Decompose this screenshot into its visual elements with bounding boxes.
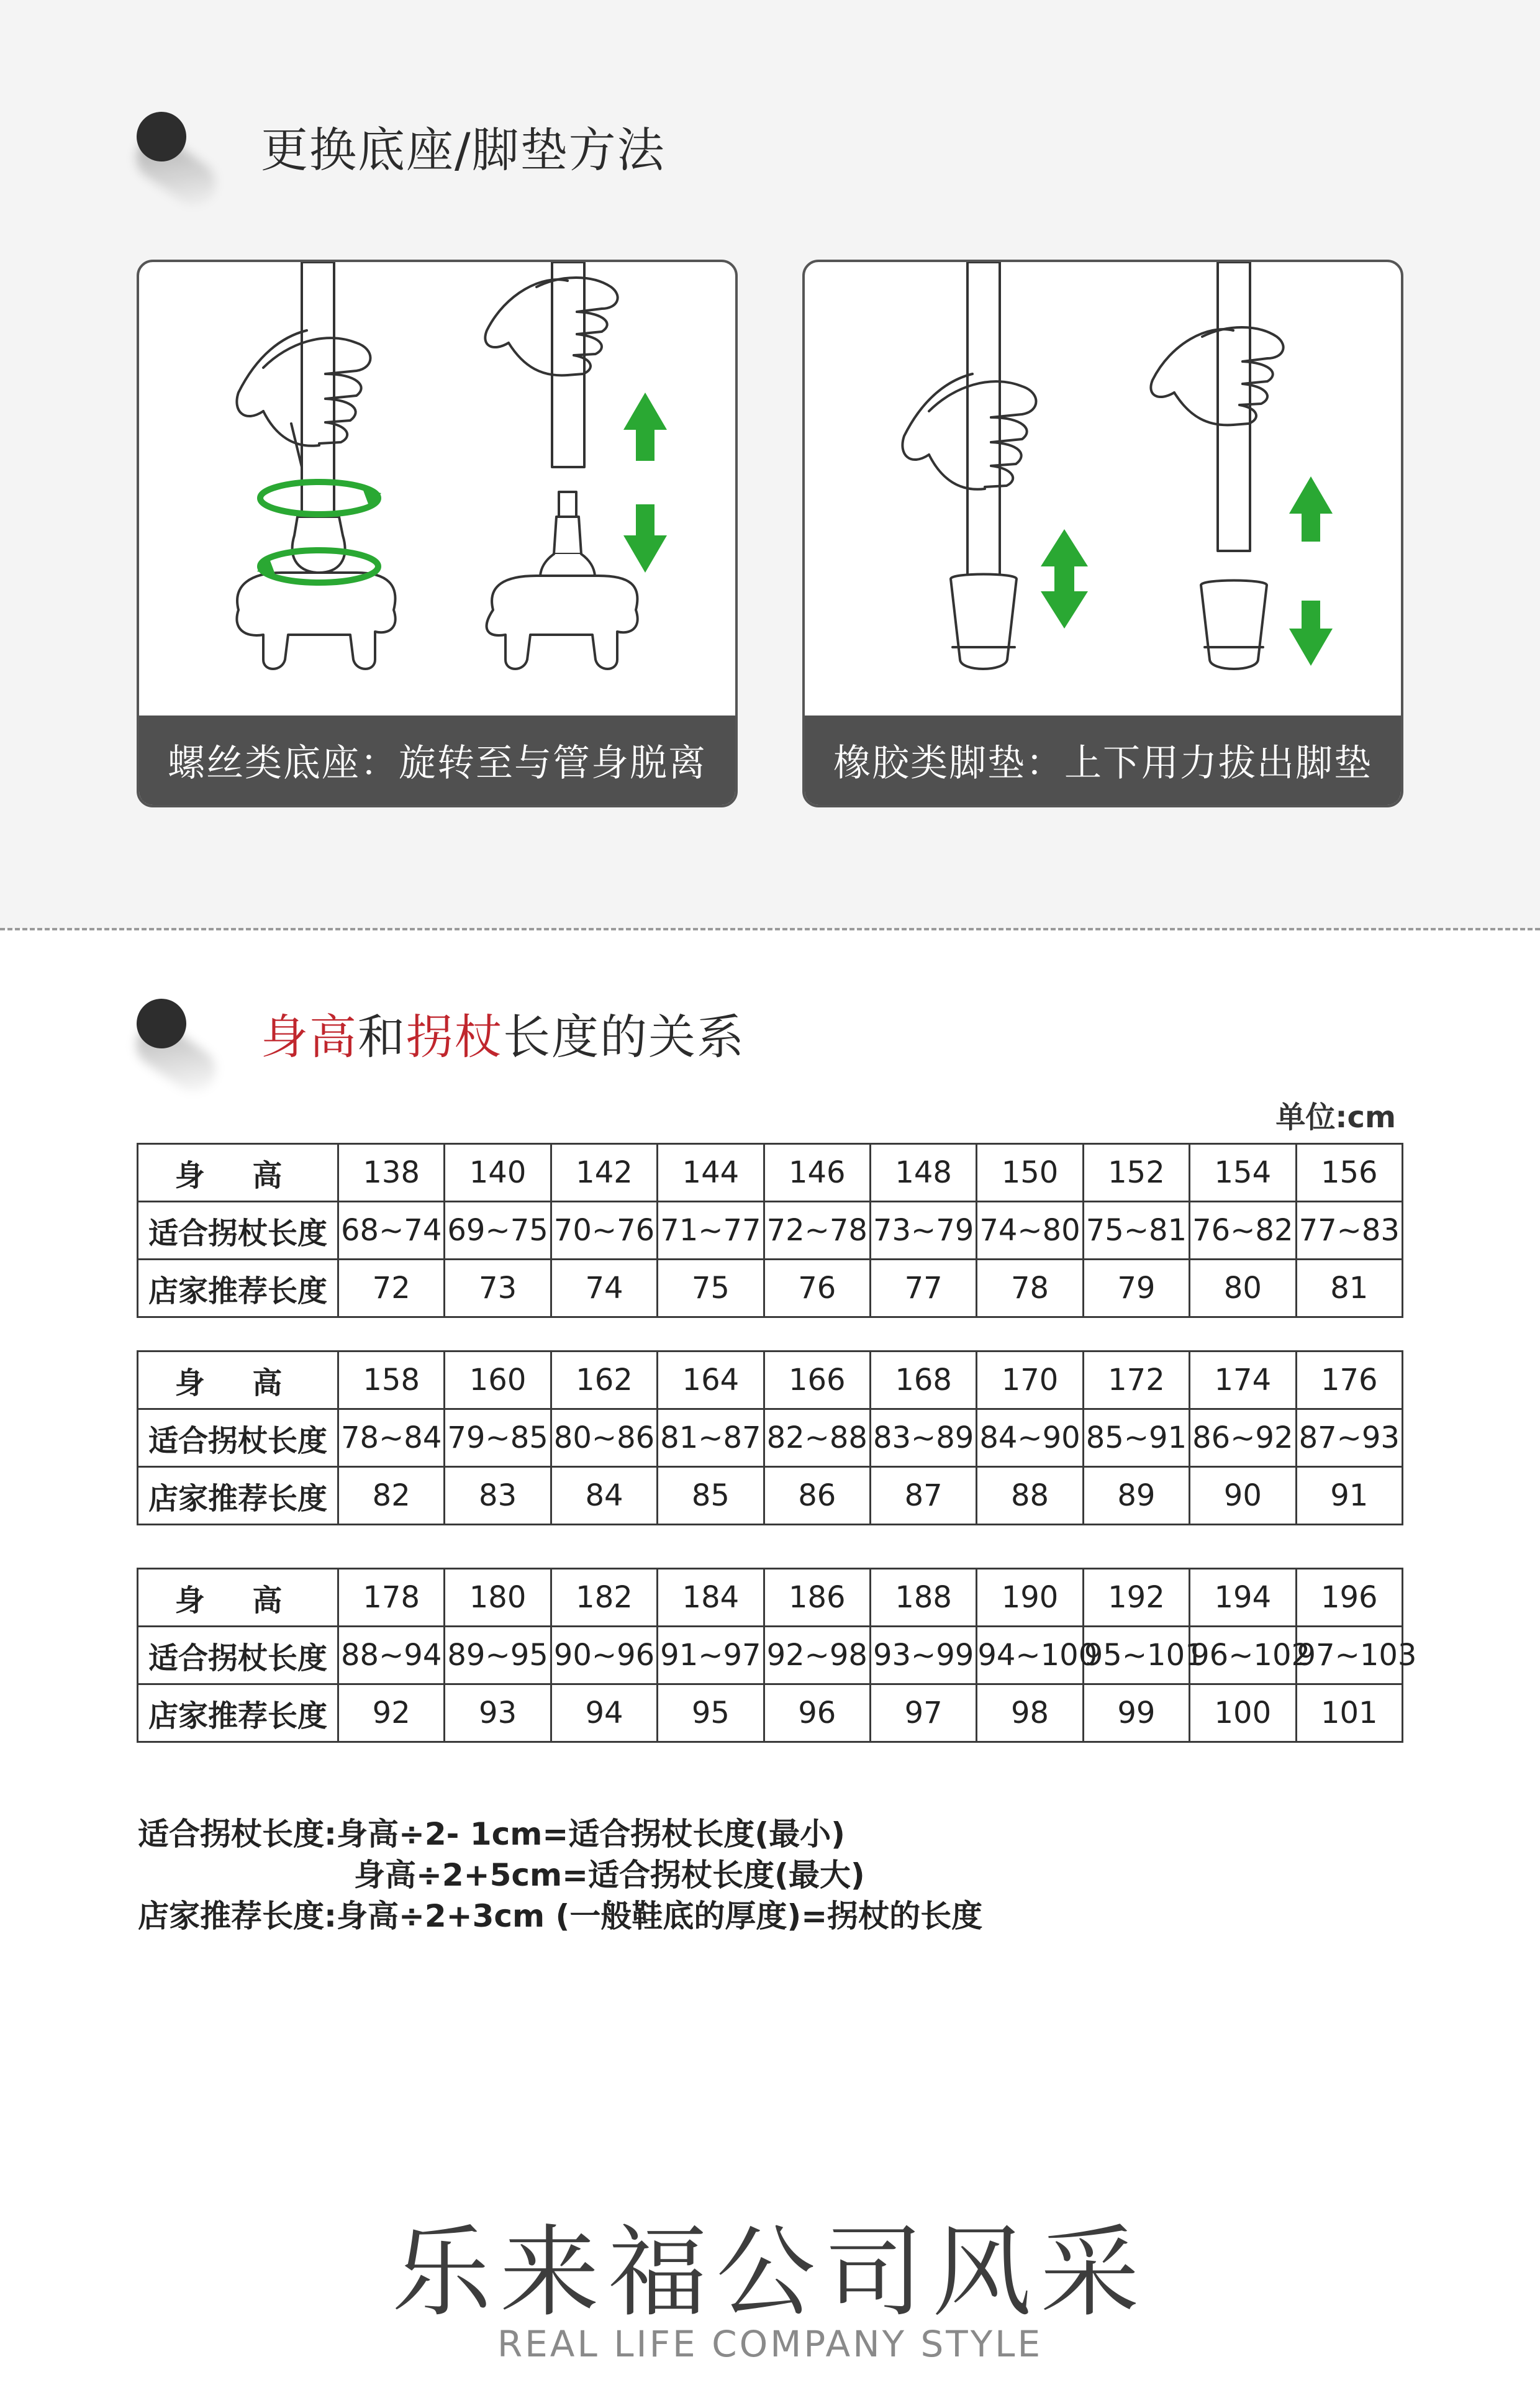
table-cell: 94~100 [977, 1627, 1083, 1684]
table-cell: 97 [870, 1684, 976, 1742]
table-cell: 78 [977, 1260, 1083, 1317]
table-cell: 99 [1083, 1684, 1189, 1742]
height-row [138, 1569, 1403, 1627]
table-cell: 164 [658, 1352, 764, 1409]
section-heading-height-cane [137, 999, 745, 1067]
table-cell: 166 [764, 1352, 870, 1409]
panel-screw-base [137, 260, 738, 807]
row-label: 身 高 [138, 1144, 338, 1202]
table-cell: 92 [338, 1684, 445, 1742]
table-cell: 87 [870, 1467, 976, 1525]
table-cell: 84~90 [977, 1409, 1083, 1467]
panel-rubber-tip [802, 260, 1403, 807]
recommended-length-row [138, 1467, 1403, 1525]
table-cell: 93~99 [870, 1627, 976, 1684]
table-cell: 140 [445, 1144, 551, 1202]
note-max: 身高÷2+5cm=适合拐杖长度(最大) [354, 1857, 865, 1893]
section-heading-replace-base [137, 112, 666, 180]
table-cell: 196 [1296, 1569, 1402, 1627]
table-cell: 86 [764, 1467, 870, 1525]
table-cell: 174 [1190, 1352, 1296, 1409]
table-cell: 101 [1296, 1684, 1402, 1742]
table-cell: 89~95 [445, 1627, 551, 1684]
table-cell: 148 [870, 1144, 976, 1202]
table-cell: 168 [870, 1352, 976, 1409]
table-cell: 91~97 [658, 1627, 764, 1684]
table-cell: 158 [338, 1352, 445, 1409]
table-cell: 72~78 [764, 1202, 870, 1260]
table-cell: 73 [445, 1260, 551, 1317]
table-cell: 78~84 [338, 1409, 445, 1467]
table-cell: 80~86 [551, 1409, 657, 1467]
table-cell: 90~96 [551, 1627, 657, 1684]
table-cell: 85~91 [1083, 1409, 1189, 1467]
table-cell: 172 [1083, 1352, 1189, 1409]
table-cell: 76 [764, 1260, 870, 1317]
table-cell: 96 [764, 1684, 870, 1742]
table-cell: 144 [658, 1144, 764, 1202]
suitable-length-row [138, 1409, 1403, 1467]
section-title: 身高和拐杖长度的关系 [261, 1009, 745, 1065]
table-cell: 85 [658, 1467, 764, 1525]
table-cell: 190 [977, 1569, 1083, 1627]
table-cell: 87~93 [1296, 1409, 1402, 1467]
note-recommended: 店家推荐长度:身高÷2+3cm (一般鞋底的厚度)=拐杖的长度 [138, 1898, 983, 1934]
table-cell: 95~101 [1083, 1627, 1189, 1684]
bullet-dot-icon [137, 999, 205, 1067]
table-cell: 73~79 [870, 1202, 976, 1260]
row-label: 店家推荐长度 [138, 1684, 338, 1742]
table-cell: 93 [445, 1684, 551, 1742]
table-cell: 83 [445, 1467, 551, 1525]
table-cell: 95 [658, 1684, 764, 1742]
suitable-length-row [138, 1202, 1403, 1260]
table-cell: 160 [445, 1352, 551, 1409]
table-cell: 170 [977, 1352, 1083, 1409]
table-cell: 69~75 [445, 1202, 551, 1260]
unit-label: 单位:cm [1275, 1100, 1396, 1135]
table-cell: 152 [1083, 1144, 1189, 1202]
row-label: 适合拐杖长度 [138, 1627, 338, 1684]
table-cell: 75~81 [1083, 1202, 1189, 1260]
table-cell: 194 [1190, 1569, 1296, 1627]
size-table-3 [137, 1568, 1417, 1743]
table-cell: 192 [1083, 1569, 1189, 1627]
table-cell: 79 [1083, 1260, 1189, 1317]
table-cell: 75 [658, 1260, 764, 1317]
height-row [138, 1352, 1403, 1409]
table-cell: 77~83 [1296, 1202, 1402, 1260]
table-cell: 162 [551, 1352, 657, 1409]
table-cell: 97~103 [1296, 1627, 1402, 1684]
row-label: 身 高 [138, 1352, 338, 1409]
table-cell: 142 [551, 1144, 657, 1202]
recommended-length-row [138, 1684, 1403, 1742]
panel-caption: 螺丝类底座：旋转至与管身脱离 [139, 716, 735, 805]
table-cell: 82 [338, 1467, 445, 1525]
panel-caption: 橡胶类脚垫：上下用力拔出脚垫 [805, 716, 1401, 805]
table-cell: 176 [1296, 1352, 1402, 1409]
table-cell: 138 [338, 1144, 445, 1202]
table-cell: 83~89 [870, 1409, 976, 1467]
table-cell: 76~82 [1190, 1202, 1296, 1260]
size-table-1 [137, 1143, 1403, 1318]
table-cell: 178 [338, 1569, 445, 1627]
height-row [138, 1144, 1403, 1202]
table-cell: 88~94 [338, 1627, 445, 1684]
table-cell: 154 [1190, 1144, 1296, 1202]
table-cell: 186 [764, 1569, 870, 1627]
table-cell: 188 [870, 1569, 976, 1627]
row-label: 适合拐杖长度 [138, 1409, 338, 1467]
table-cell: 77 [870, 1260, 976, 1317]
table-cell: 88 [977, 1467, 1083, 1525]
table-cell: 71~77 [658, 1202, 764, 1260]
table-cell: 84 [551, 1467, 657, 1525]
table-cell: 96~102 [1190, 1627, 1296, 1684]
row-label: 店家推荐长度 [138, 1260, 338, 1317]
table-cell: 79~85 [445, 1409, 551, 1467]
suitable-length-row [138, 1627, 1403, 1684]
table-cell: 98 [977, 1684, 1083, 1742]
section-divider [0, 928, 1540, 930]
table-cell: 68~74 [338, 1202, 445, 1260]
table-cell: 81 [1296, 1260, 1402, 1317]
size-table-2 [137, 1350, 1403, 1525]
table-cell: 182 [551, 1569, 657, 1627]
rubber-tip-illustration [805, 262, 1401, 716]
table-cell: 184 [658, 1569, 764, 1627]
table-cell: 70~76 [551, 1202, 657, 1260]
section-title: 更换底座/脚垫方法 [261, 122, 666, 178]
table-cell: 91 [1296, 1467, 1402, 1525]
table-cell: 72 [338, 1260, 445, 1317]
table-cell: 92~98 [764, 1627, 870, 1684]
company-title: 乐来福公司风采 [391, 2214, 1148, 2330]
formula-notes [138, 1814, 982, 1937]
row-label: 适合拐杖长度 [138, 1202, 338, 1260]
row-label: 身 高 [138, 1569, 338, 1627]
table-cell: 82~88 [764, 1409, 870, 1467]
table-cell: 74 [551, 1260, 657, 1317]
table-cell: 100 [1190, 1684, 1296, 1742]
note-min: 适合拐杖长度:身高÷2- 1cm=适合拐杖长度(最小) [138, 1816, 845, 1852]
table-cell: 180 [445, 1569, 551, 1627]
table-cell: 80 [1190, 1260, 1296, 1317]
table-cell: 90 [1190, 1467, 1296, 1525]
table-cell: 89 [1083, 1467, 1189, 1525]
company-subtitle: REAL LIFE COMPANY STYLE [497, 2323, 1043, 2365]
bullet-dot-icon [137, 112, 205, 180]
table-cell: 146 [764, 1144, 870, 1202]
table-cell: 86~92 [1190, 1409, 1296, 1467]
row-label: 店家推荐长度 [138, 1467, 338, 1525]
recommended-length-row [138, 1260, 1403, 1317]
table-cell: 81~87 [658, 1409, 764, 1467]
table-cell: 150 [977, 1144, 1083, 1202]
screw-base-illustration [139, 262, 735, 716]
table-cell: 74~80 [977, 1202, 1083, 1260]
table-cell: 94 [551, 1684, 657, 1742]
table-cell: 156 [1296, 1144, 1402, 1202]
